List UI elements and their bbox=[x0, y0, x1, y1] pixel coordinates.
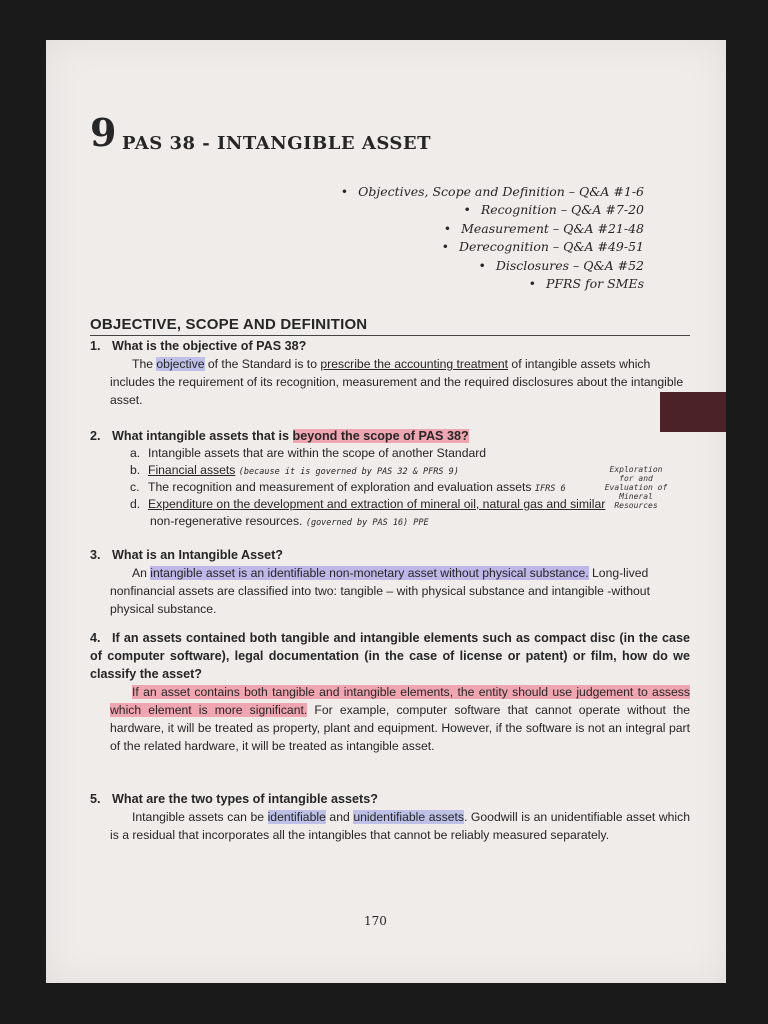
highlighted-text: If an asset contains both tangible and intangible elements, the entity should use judgement to assess which element is more significant. bbox=[110, 685, 690, 717]
chapter-number: 9 bbox=[90, 110, 117, 155]
question-number: 5. bbox=[90, 792, 101, 806]
answer-4: If an asset contains both tangible and intangible elements, the entity should use judgement to assess which element is more significant. For example, computer software that cannot operate without the hardware, it will be treated as property, plant and equipment. However, if the software is not an integral part of the related hardware, it will be treated as intangible asset. bbox=[110, 685, 690, 753]
toc-item: • Recognition – Q&A #7-20 bbox=[284, 201, 644, 219]
page-edge-tab bbox=[660, 392, 726, 432]
answer-3: An intangible asset is an identifiable non-monetary asset without physical substance. Long-lived nonfinancial assets are classified into two: tangible – with physical substance and intangible -without physical substance. bbox=[110, 566, 650, 616]
list-item: d. Expenditure on the development and extraction of mineral oil, natural gas and similar bbox=[130, 497, 606, 511]
handwritten-note: Exploration for and Evaluation of Mineral Resources bbox=[604, 465, 668, 510]
highlighted-text: identifiable bbox=[267, 810, 326, 824]
list-item: a. Intangible assets that are within the scope of another Standard bbox=[130, 446, 487, 460]
chapter-contents-list bbox=[284, 183, 644, 293]
question-1 bbox=[90, 337, 306, 355]
highlighted-text: intangible asset is an identifiable non-monetary asset without physical substance. bbox=[150, 566, 589, 580]
highlighted-text: objective bbox=[156, 357, 205, 371]
highlighted-text: unidentifiable assets bbox=[353, 810, 464, 824]
question-text: What is the objective of PAS 38? bbox=[112, 339, 307, 353]
question-3: 3. What is an Intangible Asset? bbox=[90, 548, 283, 562]
section-heading: OBJECTIVE, SCOPE AND DEFINITION bbox=[90, 316, 368, 333]
question-4: 4. If an assets contained both tangible and intangible elements such as compact disc (in the case of computer software), legal documentation (in the case of license or patent) or film, how do we classify the asset? bbox=[90, 631, 690, 681]
toc-item: • Objectives, Scope and Definition – Q&A #1-6 bbox=[284, 183, 644, 201]
answer-5: Intangible assets can be identifiable and unidentifiable assets. Goodwill is an unidentifiable asset which is a residual that incorporates all the intangibles that cannot be reliably measured separately. bbox=[110, 810, 690, 842]
list-item: b. Financial assets (because it is governed by PAS 32 & PFRS 9) bbox=[130, 463, 459, 477]
section-divider bbox=[90, 335, 690, 336]
question-5: 5. What are the two types of intangible assets? bbox=[90, 792, 378, 806]
toc-item: • PFRS for SMEs bbox=[284, 275, 644, 293]
question-number: 4. bbox=[90, 631, 101, 645]
toc-item: • Measurement – Q&A #21-48 bbox=[284, 220, 644, 238]
answer-1: The objective of the Standard is to prescribe the accounting treatment of intangible assets which includes the requirement of its recognition, measurement and the required disclosures about the intangible asset. bbox=[110, 357, 684, 407]
list-item: c. The recognition and measurement of exploration and evaluation assets IFRS 6 bbox=[130, 480, 566, 494]
question-2: 2. What intangible assets that is beyond the scope of PAS 38? bbox=[90, 429, 469, 443]
handwritten-note: (because it is governed by PAS 32 & PFRS 9) bbox=[238, 467, 459, 477]
list-item-continuation: non-regenerative resources. (governed by PAS 16) PPE bbox=[150, 514, 429, 528]
handwritten-note: (governed by PAS 16) PPE bbox=[305, 518, 429, 528]
underlined-text: prescribe the accounting treatment bbox=[320, 357, 509, 371]
toc-item: • Disclosures – Q&A #52 bbox=[284, 257, 644, 275]
question-number: 2. bbox=[90, 429, 101, 443]
handwritten-note: IFRS 6 bbox=[534, 484, 566, 494]
document-page bbox=[46, 40, 726, 983]
toc-item: • Derecognition – Q&A #49-51 bbox=[284, 238, 644, 256]
question-number: 3. bbox=[90, 548, 101, 562]
chapter-title: PAS 38 - INTANGIBLE ASSET bbox=[122, 133, 432, 154]
highlighted-text: beyond the scope of PAS 38? bbox=[292, 429, 469, 443]
question-number: 1. bbox=[90, 339, 101, 353]
page-number: 170 bbox=[364, 914, 387, 928]
